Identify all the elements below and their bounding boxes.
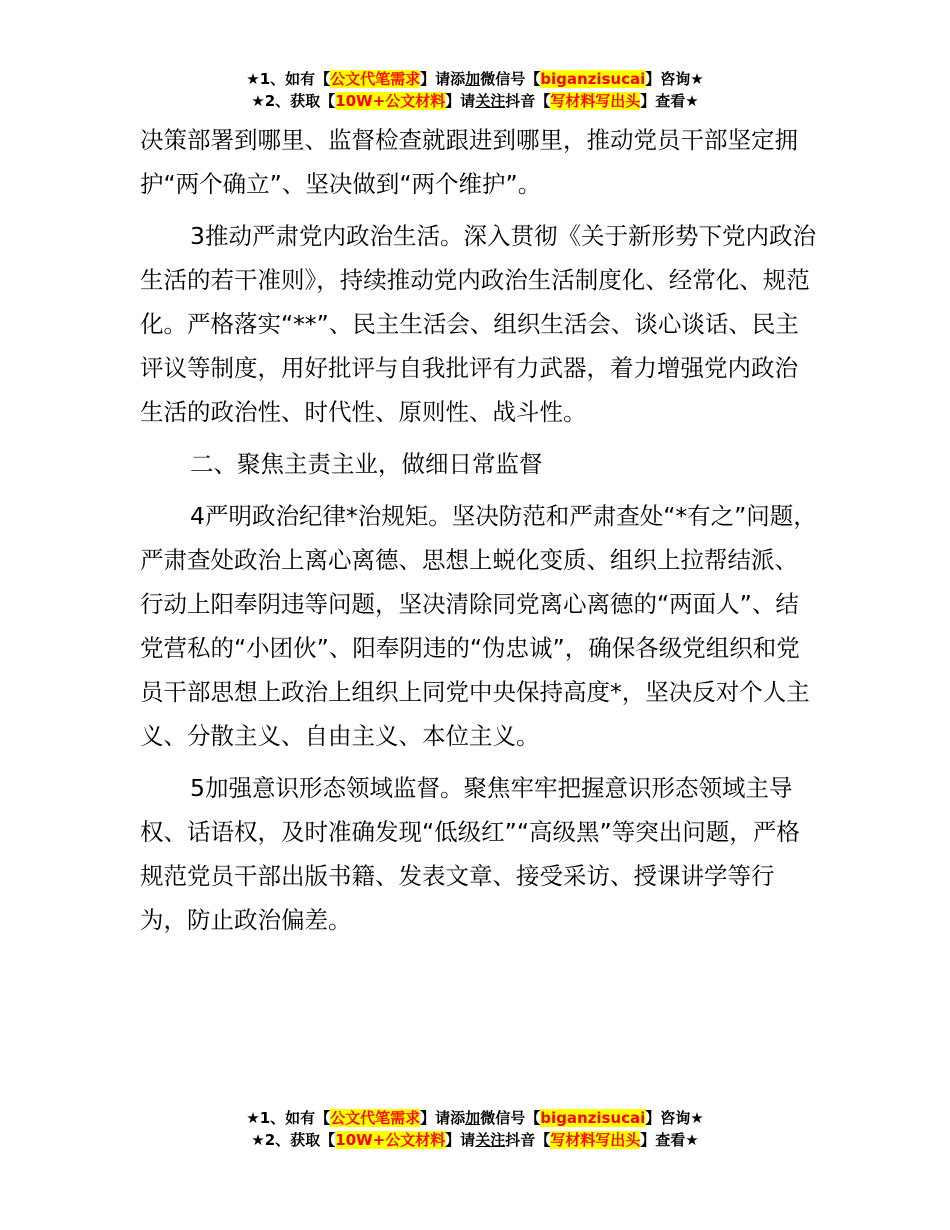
banner-underlined-text: 加 bbox=[465, 70, 481, 88]
highlight-wechat-id: biganzisucai bbox=[540, 70, 646, 88]
banner-text: 】查看 bbox=[640, 1131, 686, 1149]
banner-underlined-text: 加 bbox=[465, 1109, 481, 1127]
banner-line-2 bbox=[0, 1129, 950, 1151]
star-icon: ★ bbox=[690, 70, 704, 88]
banner-text: 】咨询 bbox=[645, 1109, 691, 1127]
banner-line-1 bbox=[0, 68, 950, 90]
highlight-service: 公文代笔需求 bbox=[330, 1109, 421, 1127]
paragraph-item-4: 4严明政治纪律*治规矩。坚决防范和严肃查处“*有之”问题，严肃查处政治上离心离德、思想上蜕化变质、组织上拉帮结派、行动上阳奉阴违等问题，坚决清除同党离心离德的“两面人”、结党营私的“小团伙”、阳奉阴违的“伪忠诚”，确保各级党组织和党员干部思想上政治上组织上同党中央保持高度*，坚决反对个人主义、分散主义、自由主义、本位主义。 bbox=[140, 502, 817, 750]
banner-text: 】请添 bbox=[420, 70, 466, 88]
highlight-douyin-account: 写材料写出头 bbox=[550, 1131, 641, 1149]
star-icon: ★ bbox=[251, 1131, 265, 1149]
document-body bbox=[140, 118, 820, 950]
highlight-materials: 10W+公文材料 bbox=[335, 92, 446, 110]
header-banner bbox=[0, 68, 950, 112]
banner-text: 】请添 bbox=[420, 1109, 466, 1127]
banner-text: 】请 bbox=[445, 1131, 476, 1149]
banner-text: 】查看 bbox=[640, 92, 686, 110]
banner-underlined-text: 关注 bbox=[475, 1131, 506, 1149]
highlight-douyin-account: 写材料写出头 bbox=[550, 92, 641, 110]
star-icon: ★ bbox=[690, 1109, 704, 1127]
paragraph-continuation: 决策部署到哪里、监督检查就跟进到哪里，推动党员干部坚定拥护“两个确立”、坚决做到“两个维护”。 bbox=[140, 126, 798, 198]
highlight-materials: 10W+公文材料 bbox=[335, 1131, 446, 1149]
highlight-service: 公文代笔需求 bbox=[330, 70, 421, 88]
star-icon: ★ bbox=[685, 92, 699, 110]
banner-text: 抖音【 bbox=[505, 92, 551, 110]
banner-text: 微信号【 bbox=[480, 70, 541, 88]
banner-text: 2、获取【 bbox=[264, 92, 336, 110]
paragraph-item-5: 5加强意识形态领域监督。聚焦牢牢把握意识形态领域主导权、话语权，及时准确发现“低级红”“高级黑”等突出问题，严格规范党员干部出版书籍、发表文章、接受采访、授课讲学等行为，防止政治偏差。 bbox=[140, 774, 800, 934]
highlight-wechat-id: biganzisucai bbox=[540, 1109, 646, 1127]
star-icon: ★ bbox=[246, 1109, 260, 1127]
banner-line-1 bbox=[0, 1107, 950, 1129]
star-icon: ★ bbox=[685, 1131, 699, 1149]
banner-text: 1、如有【 bbox=[259, 1109, 331, 1127]
banner-text: 】请 bbox=[445, 92, 476, 110]
star-icon: ★ bbox=[251, 92, 265, 110]
footer-banner bbox=[0, 1107, 950, 1151]
star-icon: ★ bbox=[246, 70, 260, 88]
banner-text: 2、获取【 bbox=[264, 1131, 336, 1149]
banner-text: 抖音【 bbox=[505, 1131, 551, 1149]
banner-text: 1、如有【 bbox=[259, 70, 331, 88]
banner-underlined-text: 关注 bbox=[475, 92, 506, 110]
banner-text: 】咨询 bbox=[645, 70, 691, 88]
section-heading: 二、聚焦主责主业，做细日常监督 bbox=[190, 450, 543, 478]
paragraph-item-3: 3推动严肃党内政治生活。深入贯彻《关于新形势下党内政治生活的若干准则》，持续推动党内政治生活制度化、经常化、规范化。严格落实“**”、民主生活会、组织生活会、谈心谈话、民主评议等制度，用好批评与自我批评有力武器，着力增强党内政治生活的政治性、时代性、原则性、战斗性。 bbox=[140, 222, 816, 426]
banner-line-2 bbox=[0, 90, 950, 112]
banner-text: 微信号【 bbox=[480, 1109, 541, 1127]
